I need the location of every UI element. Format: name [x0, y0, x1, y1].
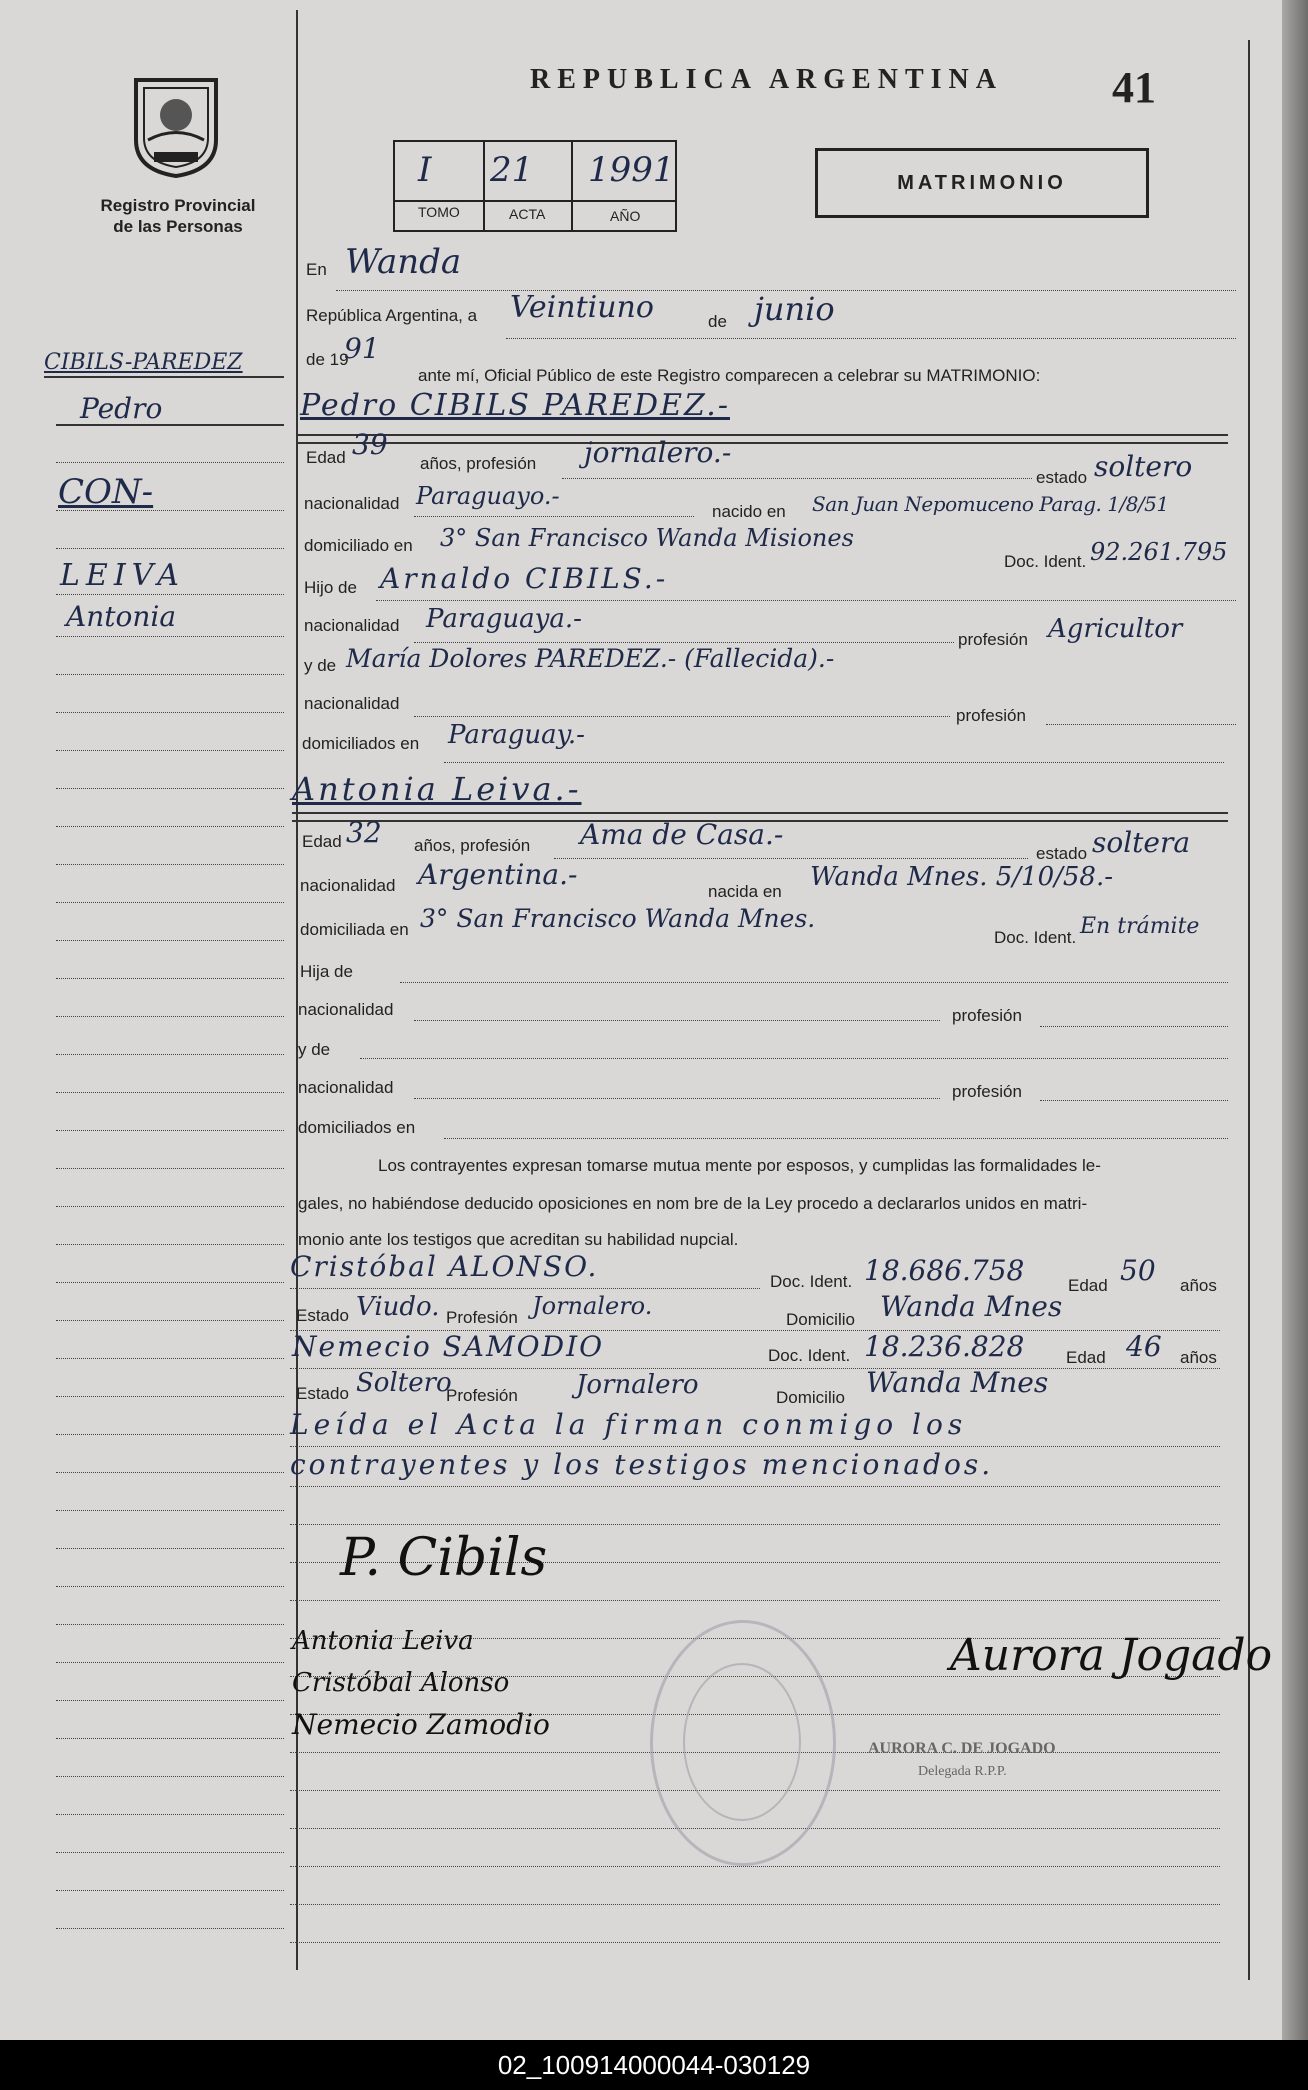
groom-doc-label: Doc. Ident.: [1004, 552, 1087, 571]
republica-label: República Argentina, a: [306, 306, 478, 325]
groom-estado-label: estado: [1036, 468, 1088, 487]
bride-edad-label: Edad: [302, 832, 342, 851]
witness2-estado-label: Estado: [296, 1384, 349, 1403]
bride-y-de-label: y de: [298, 1040, 331, 1059]
country-title: REPUBLICA ARGENTINA: [530, 64, 1003, 95]
margin-groom-name: Pedro: [80, 392, 163, 425]
witness1-estado-label: Estado: [296, 1306, 349, 1325]
bride-dom: 3° San Francisco Wanda Mnes.: [420, 904, 816, 933]
intro-statement: ante mí, Oficial Público de este Registro comparecen a celebrar su MATRIMONIO:: [418, 366, 1041, 385]
father-prof: Agricultor: [1048, 614, 1183, 644]
bride-profesion-label: años, profesión: [414, 836, 531, 855]
witness1-edad-label: Edad: [1068, 1276, 1108, 1295]
padres-dom: Paraguay.-: [448, 720, 585, 750]
acta-label: ACTA: [509, 206, 546, 222]
bride-mother-prof-label: profesión: [952, 1082, 1022, 1101]
witness2-anos-label: años: [1180, 1348, 1217, 1367]
bride-doc: En trámite: [1080, 914, 1200, 939]
folio-number: 41: [1112, 63, 1156, 112]
bride-estado: soltera: [1092, 826, 1191, 859]
groom-nac-label: nacionalidad: [304, 494, 400, 513]
witness2-name: Nemecio SAMODIO: [292, 1330, 605, 1363]
bride-mother-nac-label: nacionalidad: [298, 1078, 394, 1097]
year-suffix: 91: [344, 332, 380, 365]
margin-bride-name: Antonia: [66, 600, 177, 633]
bride-father-prof-label: profesión: [952, 1006, 1022, 1025]
bride-estado-label: estado: [1036, 844, 1088, 863]
witness1-signature: Cristóbal Alonso: [292, 1668, 510, 1698]
groom-dom-label: domiciliado en: [304, 536, 413, 555]
bride-nacida-label: nacida en: [708, 882, 782, 901]
groom-edad-label: Edad: [306, 448, 346, 467]
closing-line-1: Leída el Acta la firman conmigo los: [290, 1408, 968, 1441]
witness1-edad: 50: [1120, 1254, 1156, 1287]
closing-line-2: contrayentes y los testigos mencionados.: [290, 1448, 994, 1481]
declaration-line-2: gales, no habiéndose deducido oposiciones en nom bre de la Ley procedo a declararlos unidos en matri-: [298, 1194, 1088, 1213]
official-signature: Aurora Jogado: [950, 1630, 1273, 1681]
witness2-profesion-label: Profesión: [446, 1386, 518, 1405]
bride-nac-label: nacionalidad: [300, 876, 396, 895]
groom-doc: 92.261.795: [1090, 538, 1228, 566]
witness2-profesion: Jornalero: [576, 1370, 699, 1400]
scan-id-footer: 02_100914000044-030129: [0, 2040, 1308, 2090]
groom-full-name: Pedro CIBILS PAREDEZ.-: [300, 388, 730, 423]
hijo-label: Hijo de: [304, 578, 357, 597]
margin-groom-surname: CIBILS-PAREDEZ: [44, 350, 243, 375]
groom-father: Arnaldo CIBILS.-: [380, 562, 669, 595]
groom-mother: María Dolores PAREDEZ.- (Fallecida).-: [346, 644, 835, 673]
declaration-line-1: Los contrayentes expresan tomarse mutua mente por esposos, y cumplidas las formalidades le-: [378, 1156, 1101, 1175]
witness1-estado: Viudo.: [356, 1292, 440, 1322]
witness1-domicilio: Wanda Mnes: [880, 1290, 1063, 1323]
witness1-anos-label: años: [1180, 1276, 1217, 1295]
witness1-doc-label: Doc. Ident.: [770, 1272, 853, 1291]
bride-dom-label: domiciliada en: [300, 920, 409, 939]
margin-con: CON-: [58, 472, 154, 512]
witness1-doc: 18.686.758: [864, 1254, 1025, 1287]
witness2-signature: Nemecio Zamodio: [292, 1708, 550, 1741]
agency-name: [78, 195, 278, 237]
month-value: junio: [754, 290, 835, 328]
tomo-value: I: [418, 150, 432, 190]
bride-nac: Argentina.-: [418, 858, 578, 891]
bride-nacida: Wanda Mnes. 5/10/58.-: [810, 862, 1114, 892]
tomo-label: TOMO: [418, 204, 460, 220]
bride-father-nac-label: nacionalidad: [298, 1000, 394, 1019]
groom-dom: 3° San Francisco Wanda Misiones: [440, 524, 854, 552]
agency-line-2: de las Personas: [113, 217, 243, 236]
en-label: En: [306, 260, 327, 279]
bride-signature: Antonia Leiva: [292, 1626, 474, 1656]
day-value: Veintiuno: [510, 290, 654, 325]
witness2-doc: 18.236.828: [864, 1330, 1025, 1363]
de-label: de: [708, 312, 727, 331]
groom-edad: 39: [352, 428, 388, 461]
witness2-edad-label: Edad: [1066, 1348, 1106, 1367]
agency-line-1: Registro Provincial: [100, 196, 256, 215]
bride-edad: 32: [346, 816, 382, 849]
official-stamp-name: AURORA C. DE JOGADO: [868, 1740, 1056, 1757]
groom-signature: P. Cibils: [340, 1528, 548, 1588]
witness2-edad: 46: [1126, 1330, 1162, 1363]
witness2-domicilio: Wanda Mnes: [866, 1366, 1049, 1399]
witness1-domicilio-label: Domicilio: [786, 1310, 855, 1329]
page-edge: [1282, 0, 1308, 2040]
year-prefix: de 19: [306, 350, 349, 369]
father-nac-label: nacionalidad: [304, 616, 400, 635]
groom-nacido-label: nacido en: [712, 502, 786, 521]
witness1-name: Cristóbal ALONSO.: [290, 1250, 599, 1283]
groom-profesion-label: años, profesión: [420, 454, 537, 473]
witness2-doc-label: Doc. Ident.: [768, 1346, 851, 1365]
groom-nacido: San Juan Nepomuceno Parag. 1/8/51: [812, 492, 1169, 516]
hija-label: Hija de: [300, 962, 353, 981]
document-type-box: MATRIMONIO: [815, 148, 1149, 218]
father-nac: Paraguaya.-: [426, 604, 582, 634]
witness1-profesion-label: Profesión: [446, 1308, 518, 1327]
acta-value: 21: [490, 150, 534, 190]
groom-nac: Paraguayo.-: [416, 482, 560, 510]
witness2-estado: Soltero: [356, 1368, 452, 1398]
official-seal-icon: [650, 1620, 836, 1866]
ano-value: 1991: [588, 150, 675, 190]
place-value: Wanda: [345, 242, 462, 282]
mother-prof-label: profesión: [956, 706, 1026, 725]
groom-profesion: jornalero.-: [584, 436, 732, 469]
right-border: [1248, 40, 1250, 1980]
provincia-misiones-coat-of-arms-icon: [126, 70, 226, 180]
bride-doc-label: Doc. Ident.: [994, 928, 1077, 947]
bride-profesion: Ama de Casa.-: [580, 818, 784, 851]
margin-bride-surname: LEIVA: [60, 558, 185, 593]
official-stamp-title: Delegada R.P.P.: [918, 1764, 1007, 1779]
groom-estado: soltero: [1094, 450, 1193, 483]
declaration-line-3: monio ante los testigos que acreditan su habilidad nupcial.: [298, 1230, 739, 1249]
groom-y-de-label: y de: [304, 656, 337, 675]
witness2-domicilio-label: Domicilio: [776, 1388, 845, 1407]
ano-label: AÑO: [610, 208, 641, 224]
father-prof-label: profesión: [958, 630, 1028, 649]
mother-nac-label: nacionalidad: [304, 694, 400, 713]
padres-dom-label: domiciliados en: [302, 734, 420, 753]
bride-full-name: Antonia Leiva.-: [292, 770, 582, 808]
bride-padres-dom-label: domiciliados en: [298, 1118, 416, 1137]
witness1-profesion: Jornalero.: [532, 1292, 653, 1320]
